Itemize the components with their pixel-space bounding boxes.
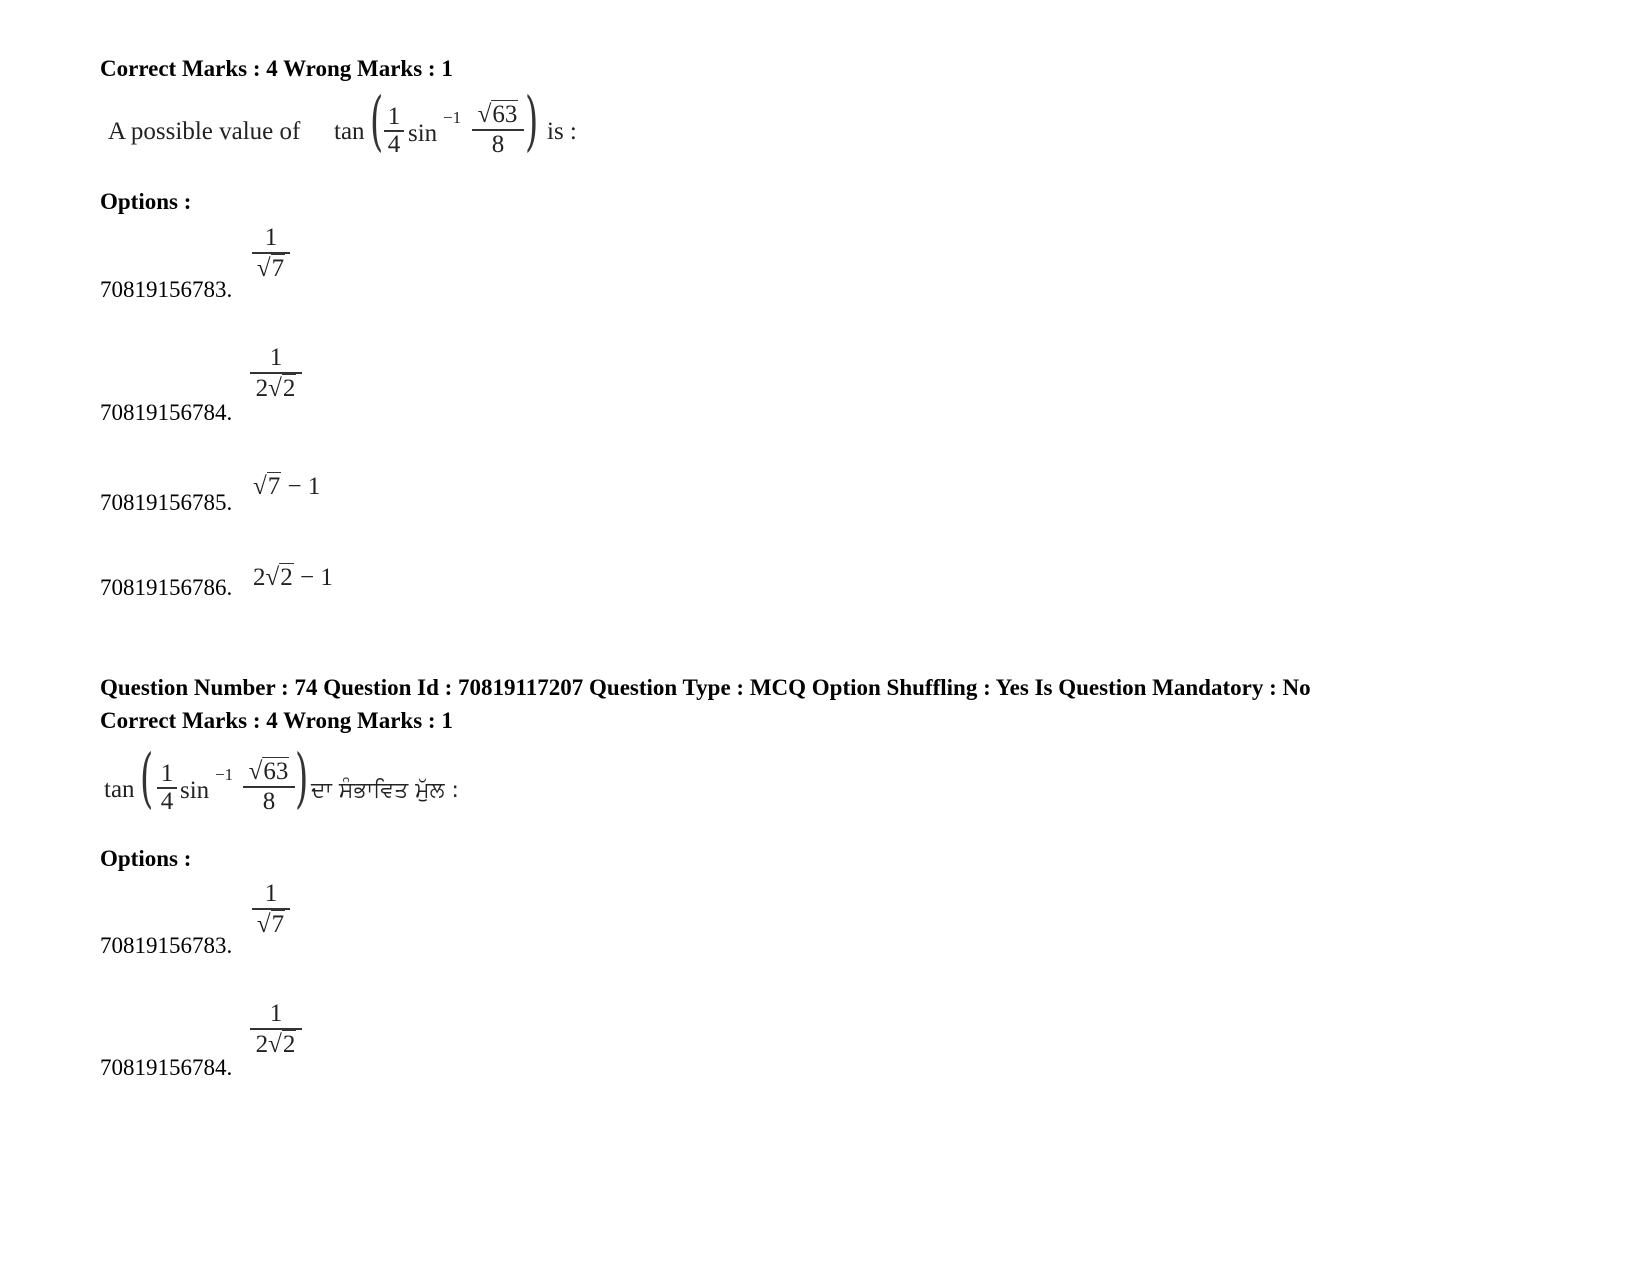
arg-denominator: 8 [491, 130, 505, 158]
option-id: 70819156784. [100, 400, 233, 425]
q74-question-suffix: ਦਾ ਸੰਭਾਵਿਤ ਮੁੱਲ : [311, 778, 459, 803]
coef-numerator: 1 [387, 103, 401, 130]
numerator: 1 [264, 880, 278, 907]
q73-options-label: Options : [100, 189, 192, 214]
option-expression: √7 − 1 [253, 473, 321, 500]
radicand: 63 [263, 758, 289, 785]
q74-header: Question Number : 74 Question Id : 70819117207 Question Type : MCQ Option Shuffling : Yes Is Question Mandatory : No [100, 675, 1311, 700]
coefficient: 2 [255, 374, 269, 402]
option-fraction [250, 1000, 302, 1060]
q74-options-label: Options : [100, 846, 192, 871]
radicand: 7 [267, 473, 281, 500]
q73-question-suffix: is : [547, 118, 577, 145]
q74-marks: Correct Marks : 4 Wrong Marks : 1 [100, 708, 453, 733]
right-paren: ) [295, 741, 309, 817]
option-fraction [250, 344, 302, 404]
coefficient: 2 [255, 1030, 269, 1058]
coef-numerator: 1 [160, 760, 174, 787]
arg-denominator: 8 [262, 787, 276, 815]
radicand: 7 [271, 910, 285, 938]
radicand: 2 [282, 374, 296, 402]
coef-denominator: 4 [160, 787, 174, 815]
q73-tan: tan [334, 118, 365, 145]
q73-question-prefix: A possible value of [108, 118, 301, 145]
radicand: 7 [271, 254, 285, 282]
option-expression: 2√2 − 1 [253, 564, 333, 591]
remainder: − 1 [299, 564, 333, 591]
remainder: − 1 [287, 473, 321, 500]
coefficient: 2 [253, 564, 266, 591]
numerator: 1 [264, 224, 278, 251]
option-id: 70819156785. [100, 490, 233, 515]
option-id: 70819156786. [100, 575, 233, 600]
arg-numerator: √63 [477, 101, 518, 128]
q73-sin: sin [408, 120, 438, 147]
radicand: 2 [282, 1030, 296, 1058]
q74-sin-exponent: −1 [215, 765, 234, 784]
q73-sin-exponent: −1 [443, 108, 462, 127]
left-paren: ( [140, 741, 154, 817]
q73-arg-fraction [472, 100, 524, 159]
option-fraction [252, 224, 290, 284]
coef-denominator: 4 [387, 130, 401, 158]
numerator: 1 [269, 344, 283, 371]
option-id: 70819156784. [100, 1055, 233, 1080]
denominator: √7 [256, 910, 285, 938]
denominator: 2√2 [255, 1030, 296, 1058]
option-id: 70819156783. [100, 277, 233, 302]
q74-tan: tan [104, 776, 135, 803]
denominator: 2√2 [255, 374, 296, 402]
arg-numerator: √63 [248, 758, 289, 785]
q73-marks: Correct Marks : 4 Wrong Marks : 1 [100, 56, 453, 81]
q74-sin: sin [180, 777, 210, 804]
denominator: √7 [256, 254, 285, 282]
radicand: 2 [280, 564, 293, 591]
q74-arg-fraction [243, 757, 295, 816]
radicand: 63 [492, 101, 518, 128]
q74-coef-fraction [157, 761, 177, 815]
q73-coef-fraction [384, 104, 404, 158]
option-id: 70819156783. [100, 933, 233, 958]
numerator: 1 [269, 1000, 283, 1027]
right-paren: ) [525, 84, 539, 160]
left-paren: ( [370, 84, 384, 160]
option-fraction [252, 880, 290, 940]
